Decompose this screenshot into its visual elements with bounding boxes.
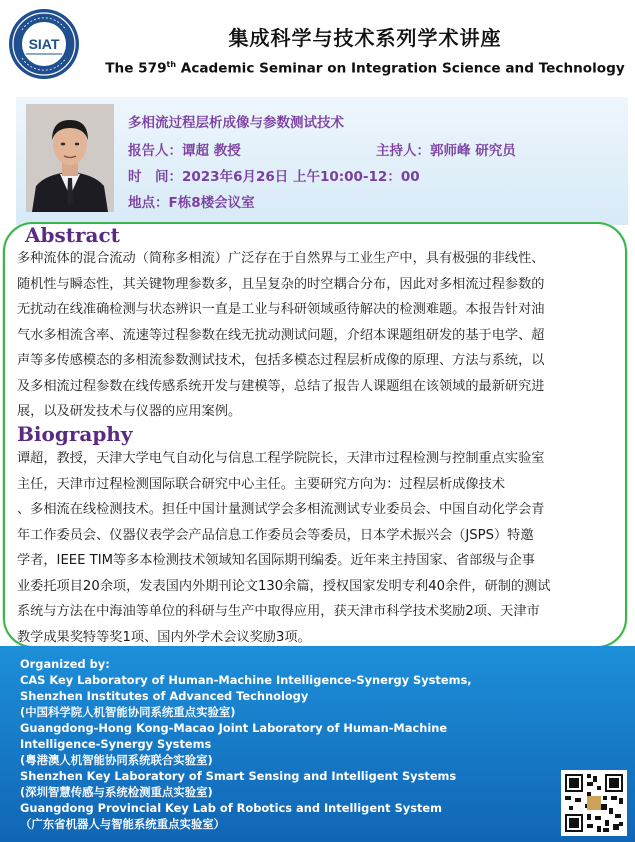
- abstract-heading: Abstract: [25, 223, 120, 247]
- speaker-host: 主持人：郭师峰 研究员: [376, 143, 516, 159]
- abstract-line: 多种流体的混合流动（简称多相流）广泛存在于自然界与工业生产中，具有极强的非线性、: [17, 251, 545, 266]
- abstract-text: [17, 246, 619, 425]
- abstract-line: 随机性与瞬态性，其关键物理参数多，且呈复杂的时空耦合分布，因此对多相流过程参数的: [17, 276, 545, 292]
- organizer-line: CAS Key Laboratory of Human-Machine Intelligence-Synergy Systems,: [20, 673, 472, 687]
- organizer-line: Guangdong-Hong Kong-Macao Joint Laboratory of Human-Machine: [20, 721, 448, 735]
- organizer-line: (中国科学院人机智能协同系统重点实验室): [20, 705, 236, 719]
- speaker-photo: [26, 104, 114, 212]
- biography-line: 系统与方法在中海油等单位的科研与生产中取得应用，获天津市科学技术奖励2项、天津市: [17, 604, 540, 619]
- organizer-list: [20, 656, 540, 832]
- biography-line: 谭超，教授，天津大学电气自动化与信息工程学院院长，天津市过程检测与控制重点实验室: [17, 451, 545, 466]
- biography-text: [17, 446, 619, 648]
- subtitle-prefix: The 579: [105, 60, 167, 77]
- talk-title: 多相流过程层析成像与参数测试技术: [128, 115, 344, 131]
- speaker-reporter: 报告人：谭超 教授: [128, 143, 241, 159]
- organizers-footer: [0, 646, 635, 842]
- content-card: [3, 222, 627, 648]
- organizer-line: Shenzhen Key Laboratory of Smart Sensing and Intelligent Systems: [20, 769, 457, 783]
- talk-location: 地点：F栋8楼会议室: [128, 195, 255, 211]
- biography-line: 教学成果奖特等奖1项、国内外学术会议奖励3项。: [17, 629, 311, 645]
- abstract-line: 展，以及研发技术与仪器的应用案例。: [17, 404, 242, 419]
- siat-logo-icon: [8, 8, 80, 80]
- organizer-line: Intelligence-Synergy Systems: [20, 737, 212, 751]
- organizer-line: Shenzhen Institutes of Advanced Technology: [20, 689, 309, 703]
- biography-heading: Biography: [17, 422, 133, 446]
- page-title: 集成科学与技术系列学术讲座: [228, 26, 502, 50]
- biography-line: 、多相流在线检测技术。担任中国计量测试学会多相流测试专业委员会、中国自动化学会青: [17, 502, 545, 517]
- abstract-line: 及多相流过程参数在线传感系统开发与建模等，总结了报告人课题组在该领域的最新研究进: [17, 378, 545, 394]
- page-subtitle: [100, 60, 630, 77]
- organizers-heading: Organized by:: [20, 657, 110, 671]
- organizer-line: (深圳智慧传感与系统检测重点实验室): [20, 785, 213, 799]
- biography-line: 主任，天津市过程检测国际联合研究中心主任。主要研究方向为：过程层析成像技术: [17, 476, 505, 492]
- talk-time: 时 间：2023年6月26日 上午10:00-12：00: [128, 169, 420, 185]
- qr-code-icon[interactable]: [561, 770, 627, 836]
- organizer-line: （广东省机器人与智能系统重点实验室）: [20, 817, 226, 831]
- organizer-line: Guangdong Provincial Key Lab of Robotics and Intelligent System: [20, 801, 443, 815]
- logo-text: SIAT: [28, 36, 60, 52]
- biography-line: 学者，IEEE TIM等多本检测技术领域知名国际期刊编委。近年来主持国家、省部级与企事: [17, 553, 535, 568]
- subtitle-suffix: Academic Seminar on Integration Science and Technology: [176, 60, 625, 77]
- biography-line: 业委托项目20余项，发表国内外期刊论文130余篇，授权国家发明专利40余件，研制的测试: [17, 578, 551, 594]
- speaker-portrait-icon: [26, 104, 114, 212]
- abstract-line: 气水多相流含率、流速等过程参数在线无扰动测试问题，介绍本课题组研发的基于电学、超: [17, 327, 545, 343]
- subtitle-ordinal: th: [166, 60, 177, 69]
- organizer-line: (粤港澳人机智能协同系统联合实验室): [20, 753, 213, 767]
- biography-line: 年工作委员会、仪器仪表学会产品信息工作委员会等委员，日本学术振兴会（JSPS）特邀: [17, 527, 534, 543]
- abstract-line: 声等多传感模态的多相流参数测试技术，包括多模态过程层析成像的原理、方法与系统，以: [17, 353, 545, 368]
- abstract-line: 无扰动在线准确检测与状态辨识一直是工业与科研领域亟待解决的检测难题。本报告针对油: [17, 302, 545, 317]
